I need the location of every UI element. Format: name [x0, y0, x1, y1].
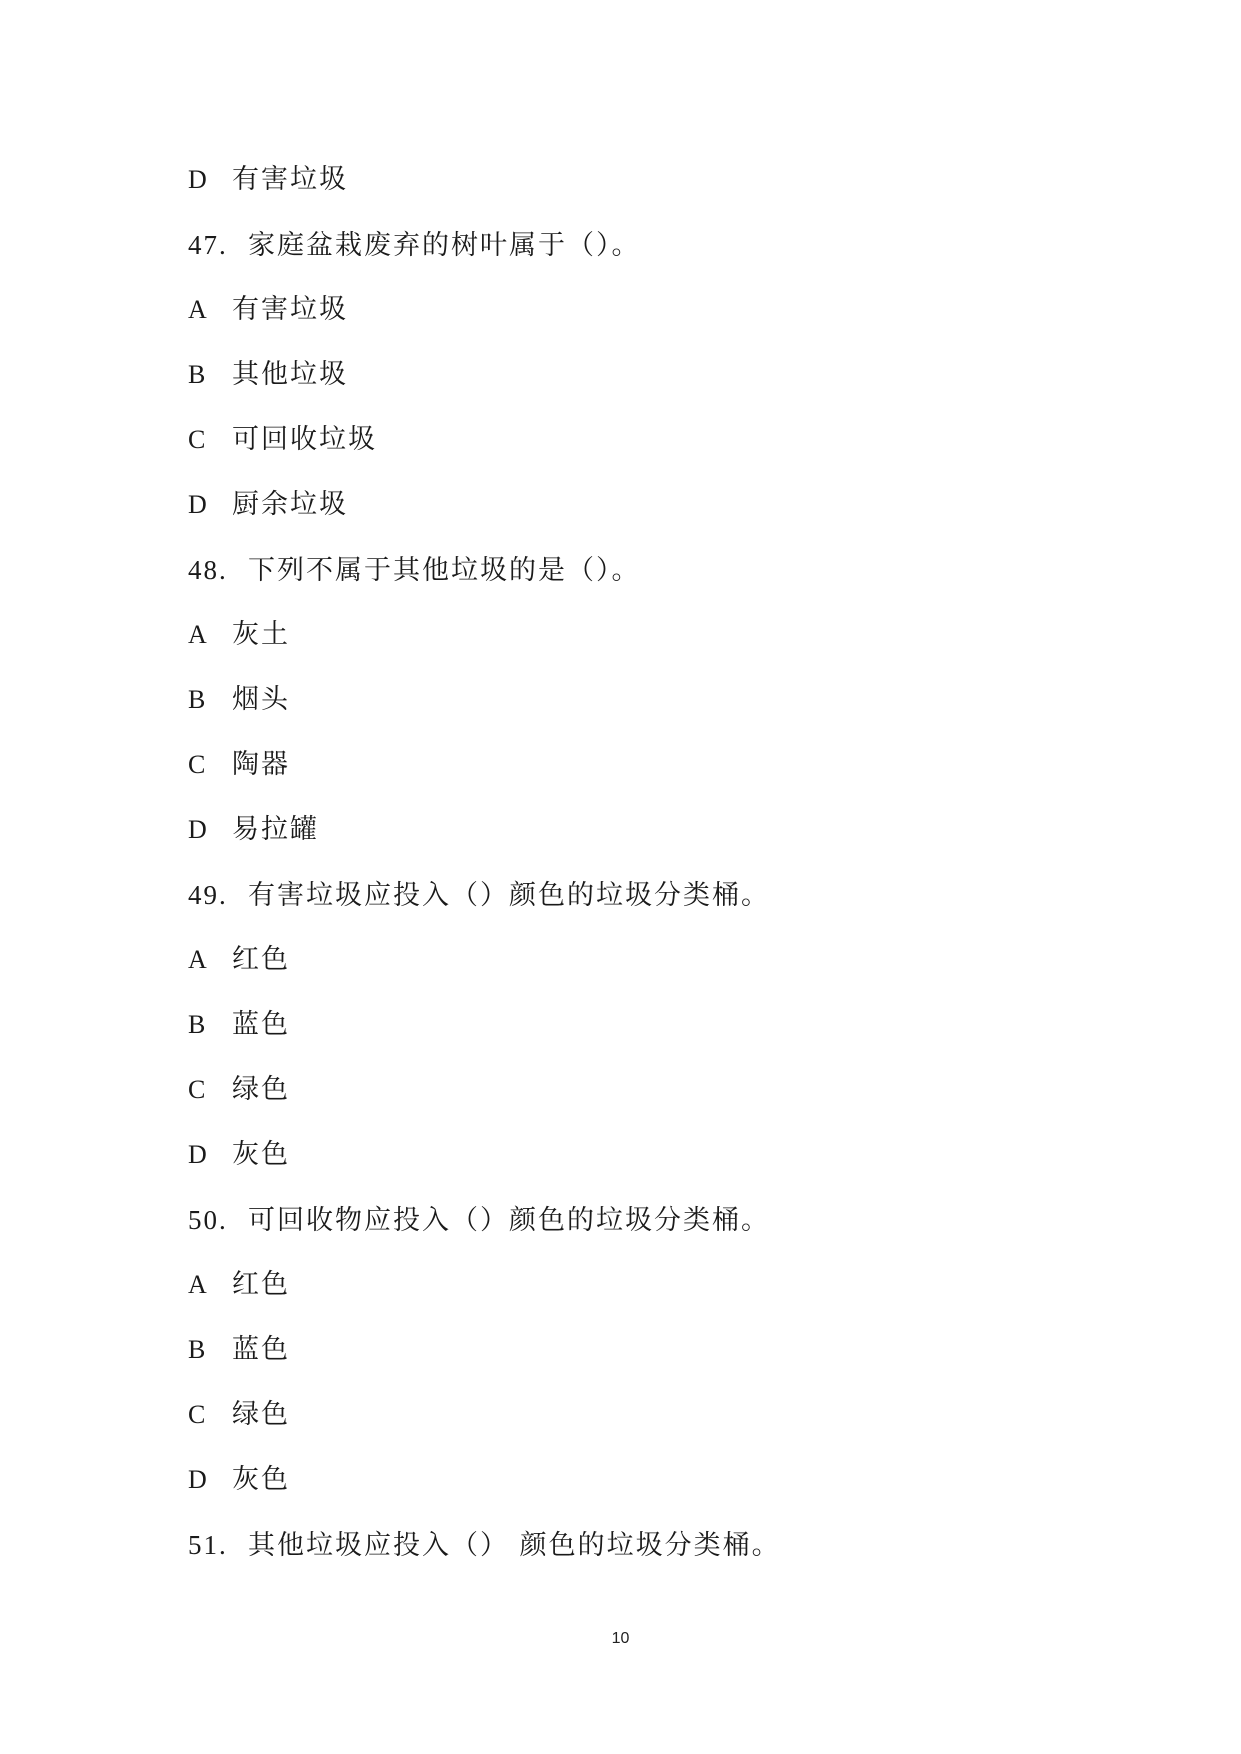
option-text: 灰色: [232, 1139, 290, 1170]
option-letter: B: [188, 685, 208, 714]
option-text: 可回收垃圾: [232, 424, 377, 455]
question-line: [188, 869, 1148, 934]
question-text: 可回收物应投入（）颜色的垃圾分类桶。: [248, 1205, 770, 1236]
question-line: [188, 219, 1148, 284]
option-text: 陶器: [232, 749, 290, 780]
option-line: [188, 1129, 1148, 1194]
question-line: [188, 544, 1148, 609]
option-line: [188, 349, 1148, 414]
option-line: [188, 154, 1148, 219]
option-text: 灰色: [232, 1464, 290, 1495]
option-text: 其他垃圾: [232, 359, 348, 390]
option-text: 有害垃圾: [232, 164, 348, 195]
option-letter: A: [188, 1270, 209, 1299]
option-line: [188, 999, 1148, 1064]
question-text: 有害垃圾应投入（）颜色的垃圾分类桶。: [248, 880, 770, 911]
option-text: 烟头: [232, 684, 290, 715]
option-line: [188, 934, 1148, 999]
option-line: [188, 1389, 1148, 1454]
page-number: 10: [611, 1630, 630, 1647]
option-letter: C: [188, 750, 208, 779]
option-text: 有害垃圾: [232, 294, 348, 325]
question-text: 家庭盆栽废弃的树叶属于（）。: [248, 230, 641, 261]
option-line: [188, 284, 1148, 349]
option-letter: A: [188, 620, 209, 649]
option-letter: A: [188, 945, 209, 974]
option-line: [188, 804, 1148, 869]
option-text: 红色: [232, 1269, 290, 1300]
option-letter: D: [188, 1140, 209, 1169]
option-letter: D: [188, 490, 209, 519]
option-text: 红色: [232, 944, 290, 975]
option-line: [188, 674, 1148, 739]
option-letter: D: [188, 815, 209, 844]
option-letter: B: [188, 360, 208, 389]
question-text: 下列不属于其他垃圾的是（）。: [248, 555, 641, 586]
option-line: [188, 609, 1148, 674]
question-list: [188, 154, 1148, 1584]
option-line: [188, 414, 1148, 479]
question-number: 50.: [188, 1205, 228, 1235]
option-line: [188, 1064, 1148, 1129]
option-text: 灰土: [232, 619, 290, 650]
option-letter: C: [188, 1400, 208, 1429]
option-line: [188, 479, 1148, 544]
option-letter: D: [188, 165, 209, 194]
question-number: 49.: [188, 880, 228, 910]
option-line: [188, 739, 1148, 804]
question-line: [188, 1194, 1148, 1259]
question-number: 51.: [188, 1530, 228, 1560]
option-letter: B: [188, 1335, 208, 1364]
option-letter: C: [188, 425, 208, 454]
option-letter: A: [188, 295, 209, 324]
option-text: 蓝色: [232, 1009, 290, 1040]
option-text: 绿色: [232, 1074, 290, 1105]
option-text: 厨余垃圾: [232, 489, 348, 520]
option-letter: D: [188, 1465, 209, 1494]
option-text: 蓝色: [232, 1334, 290, 1365]
option-line: [188, 1259, 1148, 1324]
option-letter: B: [188, 1010, 208, 1039]
question-number: 48.: [188, 555, 228, 585]
option-line: [188, 1324, 1148, 1389]
option-text: 易拉罐: [232, 814, 319, 845]
option-text: 绿色: [232, 1399, 290, 1430]
question-number: 47.: [188, 230, 228, 260]
option-letter: C: [188, 1075, 208, 1104]
question-line: [188, 1519, 1148, 1584]
option-line: [188, 1454, 1148, 1519]
question-text: 其他垃圾应投入（） 颜色的垃圾分类桶。: [248, 1530, 781, 1561]
